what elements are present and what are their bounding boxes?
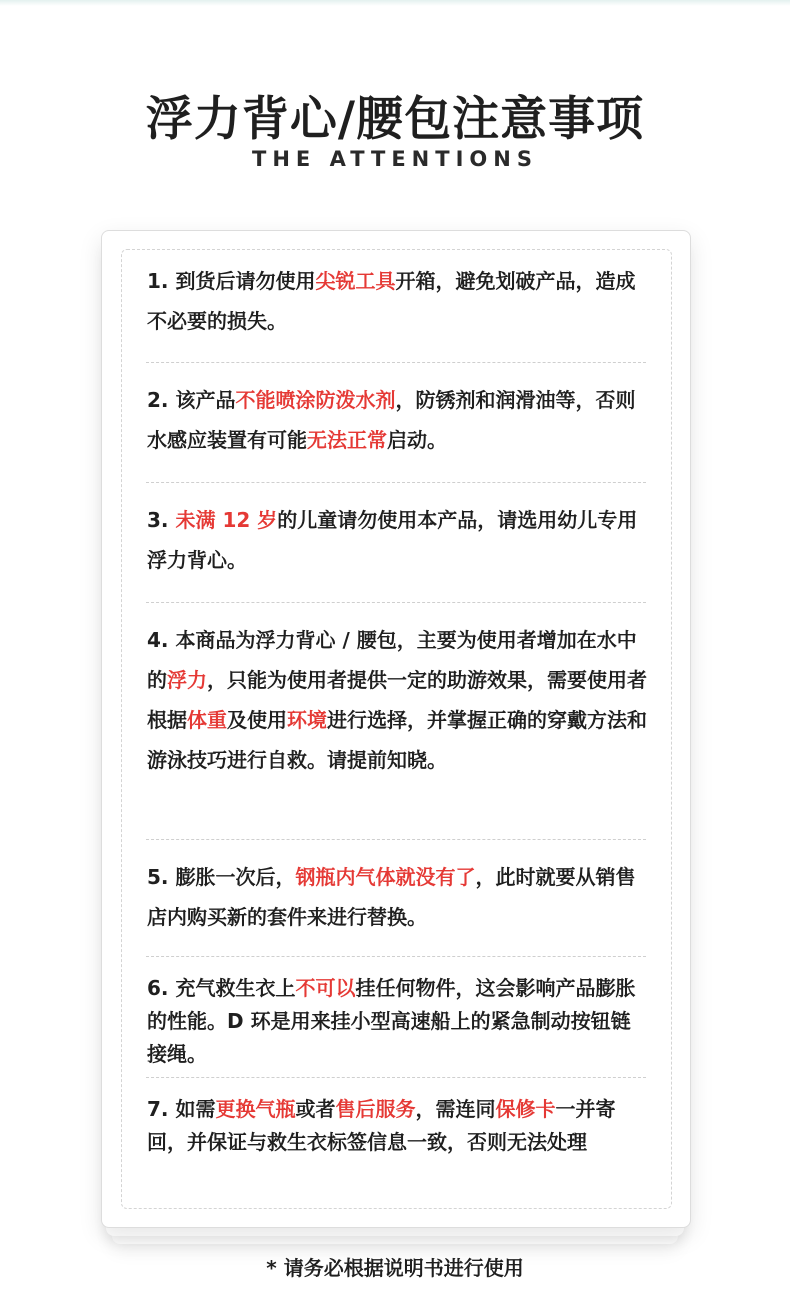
attention-item-5 <box>147 857 647 937</box>
item-text: 4. 本商品为浮力背心 / 腰包，主要为使用者增加在水中的 <box>147 628 637 692</box>
item-highlight: 尖锐工具 <box>315 269 396 293</box>
separator <box>146 362 646 363</box>
item-text: 启动。 <box>387 428 447 452</box>
item-highlight: 不可以 <box>295 976 356 1000</box>
item-highlight: 售后服务 <box>335 1097 416 1121</box>
attention-item-1 <box>147 261 647 341</box>
attentions-card <box>101 230 691 1228</box>
item-text: 1. 到货后请勿使用 <box>147 269 316 293</box>
item-text: 或者 <box>295 1097 336 1121</box>
item-text: 进行选择，并掌握正确的穿戴方法和游泳技巧进行自救。请提前知晓。 <box>147 708 647 772</box>
top-strip <box>0 0 790 6</box>
item-text: 开箱，避免划破产品，造成不必要的损失。 <box>147 269 636 333</box>
separator <box>146 482 646 483</box>
item-highlight: 保修卡 <box>495 1097 556 1121</box>
separator <box>146 602 646 603</box>
item-text: 5. 膨胀一次后， <box>147 865 296 889</box>
item-highlight: 钢瓶内气体就没有了 <box>295 865 476 889</box>
attention-item-6 <box>147 972 647 1071</box>
item-highlight: 更换气瓶 <box>215 1097 296 1121</box>
item-text: 7. 如需 <box>147 1097 216 1121</box>
item-text: 3. <box>147 508 176 532</box>
item-text: 6. 充气救生衣上 <box>147 976 296 1000</box>
item-text: ，此时就要从销售店内购买新的套件来进行替换。 <box>147 865 636 929</box>
attention-item-4 <box>147 620 647 780</box>
item-highlight: 体重 <box>187 708 227 732</box>
item-text: 2. 该产品 <box>147 388 236 412</box>
item-highlight: 未满 12 岁 <box>175 508 278 532</box>
attention-item-7 <box>147 1093 647 1159</box>
item-text: 一并寄回，并保证与救生衣标签信息一致，否则无法处理 <box>147 1097 616 1154</box>
item-highlight: 不能喷涂防泼水剂 <box>235 388 396 412</box>
separator <box>146 1077 646 1078</box>
item-text: 挂任何物件，这会影响产品膨胀的性能。D 环是用来挂小型高速船上的紧急制动按钮链接绳。 <box>147 976 636 1066</box>
item-text: 及使用 <box>227 708 287 732</box>
item-highlight: 无法正常 <box>307 428 387 452</box>
usage-footnote: * 请务必根据说明书进行使用 <box>266 1256 524 1280</box>
separator <box>146 839 646 840</box>
page-subtitle: THE ATTENTIONS <box>252 147 538 171</box>
item-highlight: 浮力 <box>167 668 207 692</box>
attentions-card-inner <box>121 249 672 1209</box>
attention-item-2 <box>147 380 647 460</box>
item-highlight: 环境 <box>287 708 327 732</box>
separator <box>146 956 646 957</box>
item-text: 的儿童请勿使用本产品，请选用幼儿专用浮力背心。 <box>147 508 638 572</box>
item-text: ，防锈剂和润滑油等，否则水感应装置有可能 <box>147 388 636 452</box>
item-text: ，只能为使用者提供一定的助游效果，需要使用者根据 <box>147 668 647 732</box>
attention-item-3 <box>147 500 647 580</box>
page-title: 浮力背心/腰包注意事项 <box>145 92 645 147</box>
item-text: ，需连同 <box>415 1097 496 1121</box>
